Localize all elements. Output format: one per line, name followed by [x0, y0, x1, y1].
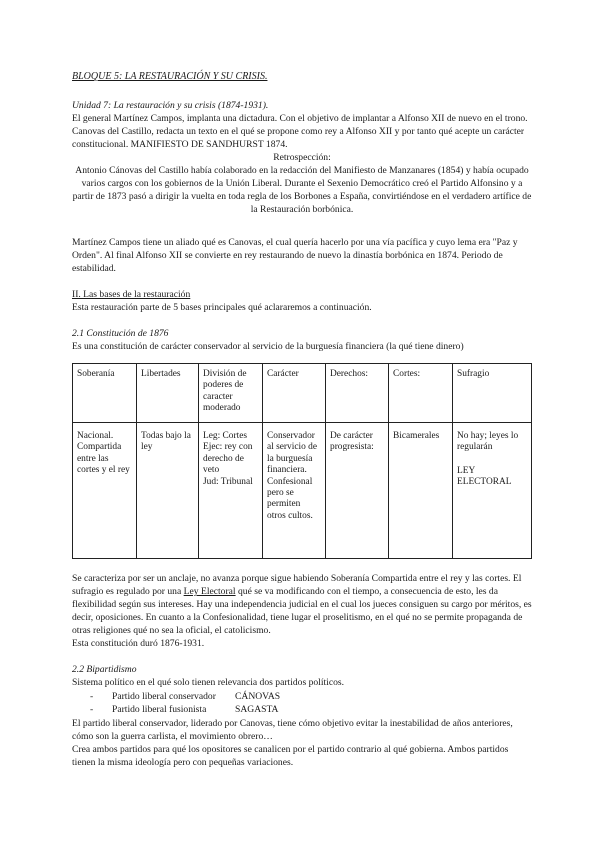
section-bases-text: Esta restauración parte de 5 bases principales qué aclararemos a continuación. — [72, 302, 372, 313]
both-parties-paragraph: Crea ambos partidos para qué los opositores se canalicen por el partido contrario al qué gobierna. Ambos partidos tienen la misma ideología pero con pequeñas variaciones. — [72, 744, 509, 768]
sufragio-text: No hay; leyes lo regularán — [457, 431, 519, 453]
party-name: Partido liberal conservador — [112, 691, 216, 702]
table-cell-division — [199, 423, 263, 559]
parties-list — [90, 690, 532, 716]
table-header-cell: Cortes: — [389, 364, 453, 423]
table-header-cell: Sufragio — [453, 364, 532, 423]
table-cell-caracter: Conservador al servicio de la burguesía financiera. Confesional pero se permiten otros cultos. — [263, 423, 326, 559]
table-header-cell: Soberanía — [73, 364, 137, 423]
bipartidismo-intro: Sistema político en el qué solo tienen relevancia dos partidos políticos. — [72, 677, 345, 688]
constitution-heading: 2.1 Constitución de 1876 — [72, 328, 169, 339]
conservative-party-paragraph: El partido liberal conservador, liderado por Canovas, tiene cómo objetivo evitar la inestabilidad de años anteriores, cómo son la guerra carlista, el movimiento obrero… — [72, 718, 513, 742]
division-executive: Ejec: rey con derecho de veto — [203, 442, 253, 476]
table-header-cell: Carácter — [263, 364, 326, 423]
party-name: Partido liberal fusionista — [112, 704, 207, 715]
list-item: - Partido liberal conservador CÁNOVAS — [90, 691, 281, 702]
alliance-paragraph: Martínez Campos tiene un aliado qué es Canovas, el cual quería hacerlo por una vía pacífica y cuyo lema era "Paz y Orden". Al final Alfonso XII se convierte en rey restaurando de nuevo la dinastía borbónica en 1874. Periodo de estabilidad. — [72, 237, 518, 274]
document-page — [72, 70, 532, 769]
table-header-cell: Libertades — [137, 364, 199, 423]
party-leader: SAGASTA — [235, 704, 279, 715]
table-header-cell: Derechos: — [326, 364, 389, 423]
constitution-duration: Esta constitución duró 1876-1931. — [72, 638, 205, 649]
table-cell-sufragio — [453, 423, 532, 559]
constitution-analysis: Se caracteriza por ser un anclaje, no avanza porque sigue habiendo Soberanía Compartida entre el rey y las cortes. El sufragio es regulado por una Ley Electoral qué se va modificando con el tiempo, a consecuencia de esto, les da flexibilidad según sus intereses. Hay una independencia judicial en el cual los jueces consiguen su cargo por méritos, es decir, oposiciones. En cuanto a la Confesionalidad, tiene lugar el proselitismo, en el qué no se permite propaganda de otras religiones qué no sea la oficial, el catolicismo. — [72, 573, 532, 636]
division-judicial: Jud: Tribunal — [203, 476, 253, 487]
division-legislative: Leg: Cortes — [203, 431, 248, 441]
table-cell-derechos: De carácter progresista: — [326, 423, 389, 559]
table-header-row — [73, 364, 532, 423]
table-cell-libertades: Todas bajo la ley — [137, 423, 199, 559]
unit-heading: Unidad 7: La restauración y su crisis (1874-1931). — [72, 100, 269, 111]
constitution-intro: Es una constitución de carácter conservador al servicio de la burguesía financiera (la qué tiene dinero) — [72, 341, 464, 352]
section-bases-heading: II. Las bases de la restauración — [72, 289, 191, 300]
retrospective-heading: Retrospección: — [273, 152, 331, 163]
sufragio-law: LEY ELECTORAL — [457, 465, 512, 488]
bipartidismo-heading: 2.2 Bipartidismo — [72, 664, 137, 675]
ley-electoral-link: Ley Electoral — [183, 586, 236, 597]
table-row — [73, 423, 532, 559]
constitution-table — [72, 363, 532, 559]
retrospective-text: Antonio Cánovas del Castillo había colaborado en la redacción del Manifiesto de Manzanares (1854) y había ocupado varios cargos con los gobiernos de la Unión Liberal. Durante el Sexenio Democrático creó el Partido Alfonsino y a partir de 1873 pasó a dirigir la vuelta en toda regla de los Borbones a España, convirtiéndose en el verdadero artífice de la Restauración borbónica. — [72, 165, 532, 215]
intro-paragraph: El general Martínez Campos, implanta una dictadura. Con el objetivo de implantar a Alfonso XII de nuevo en el trono. Canovas del Castillo, redacta un texto en el qué se propone como rey a Alfonso XII y por tanto qué acepte un carácter constitucional. MANIFIESTO DE SANDHURST 1874. — [72, 113, 528, 150]
party-leader: CÁNOVAS — [235, 691, 281, 702]
list-item: - Partido liberal fusionista SAGASTA — [90, 704, 279, 715]
table-cell-cortes: Bicamerales — [389, 423, 453, 559]
document-title: BLOQUE 5: LA RESTAURACIÓN Y SU CRISIS. — [72, 71, 268, 82]
table-cell-soberania: Nacional. Compartida entre las cortes y el rey — [73, 423, 137, 559]
table-header-cell: División de poderes de caracter moderado — [199, 364, 263, 423]
